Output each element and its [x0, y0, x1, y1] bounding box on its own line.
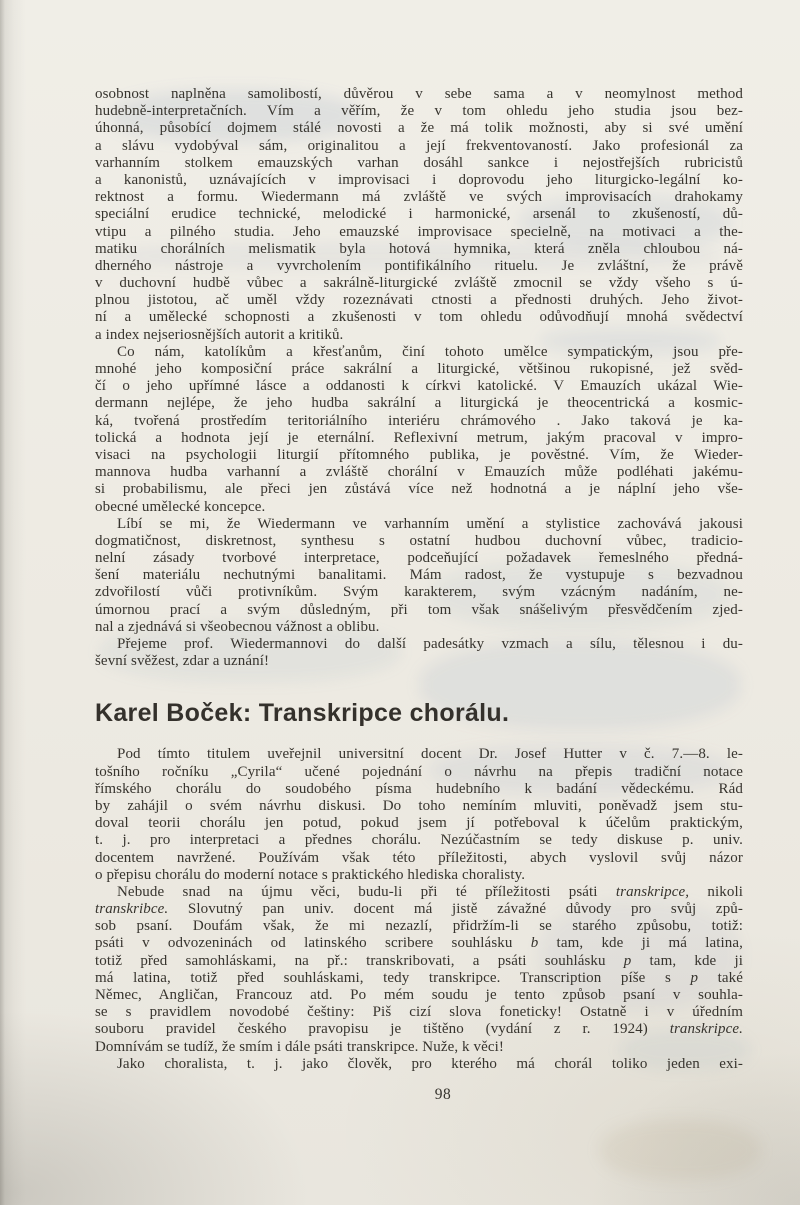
text-line: varhanním stolkem emauzských varhan dosáhl sankce i nejostřejších rubricistů — [95, 154, 743, 171]
page-number: 98 — [434, 1085, 452, 1103]
article-wiedermann-continuation — [95, 86, 743, 670]
text-line: si probabilismu, ale přeci jen zůstává více než hodnotná a je náplní jeho vše- — [95, 481, 743, 498]
text-column — [95, 86, 743, 1104]
text-line: docentem navržené. Používám však této příležitosti, abych vyslovil svůj názor — [95, 849, 743, 866]
text-line: o přepisu chorálu do moderní notace s praktického hlediska choralisty. — [95, 866, 526, 883]
text-line: nelní zásady tvorbové interpretace, podceňující požadavek řemeslného předná- — [95, 550, 743, 567]
text-line: dherného nástroje a vyvrcholením pontifikálního rituelu. Je zvláštní, že právě — [95, 257, 743, 274]
text-line: Pod tímto titulem uveřejnil universitní docent Dr. Josef Hutter v č. 7.—8. le- — [117, 746, 743, 763]
text-line: se s pravidlem novodobé češtiny: Piš cizí slova foneticky! Ostatně i v úředním — [95, 1004, 743, 1021]
text-line: dermann nejlépe, že jeho hudba sakrální a liturgická je theocentrická a kosmic- — [95, 395, 743, 412]
text-line: Líbí se mi, že Wiedermann ve varhanním umění a stylistice zachovává jakousi — [117, 515, 743, 532]
text-line: zdvořilostí vůči protivníkům. Svým karakterem, svým vzácným nadáním, ne- — [95, 584, 743, 601]
text-line: Přejeme prof. Wiedermannovi do další padesátky vzmach a sílu, tělesnou i du- — [117, 636, 743, 652]
article-heading: Karel Boček: Transkripce chorálu. — [95, 699, 510, 728]
text-line: ševní svěžest, zdar a uznání! — [95, 653, 270, 670]
text-line: tošního ročníku „Cyrila“ učené pojednání o návrhu na přepis tradiční notace — [95, 763, 743, 780]
text-line: Nebude snad na újmu věci, budu-li při té příležitosti psáti transkripce, nikoli — [117, 883, 744, 900]
text-line: by zahájil o svém návrhu diskusi. Do toho nemíním mluviti, poněvadž jsem stu- — [95, 797, 743, 814]
text-line: a slávu vydobýval sám, originalitou a její frekventovaností. Jako profesionál za — [95, 137, 743, 154]
paragraph — [95, 86, 743, 344]
text-line: matiku chorálních melismatik byla hotová hymnika, která zněla chloubou ná- — [95, 240, 743, 257]
text-line: plnou jistotou, ač uměl vždy rozeznávati ctnosti a přednosti druhých. Jeho život- — [95, 292, 743, 309]
paragraph — [95, 746, 743, 884]
text-line: šení materiálu nechutnými banalitami. Mám radost, že vystupuje s bezvadnou — [95, 567, 743, 584]
text-line: Jako choralista, t. j. jako člověk, pro kterého má chorál toliko jeden exi- — [117, 1055, 743, 1072]
text-line: totiž před samohláskami, na př.: transkribovati, a psáti souhlásku p tam, kde ji — [95, 952, 743, 969]
text-line: tolická a hodnota její je eternální. Reflexivní metrum, jakým pracoval v impro- — [95, 429, 743, 446]
text-line: Domnívám se tudíž, že smím i dále psáti transkripce. Nuže, k věci! — [95, 1038, 504, 1055]
text-line: vtipu a pilného studia. Jeho emauzské improvisace specielně, na motivaci a the- — [95, 223, 743, 240]
text-line: dogmatičnost, diskretnost, synthesu s ostatní hudbou duchovní vůbec, tradicio- — [95, 532, 743, 549]
paper-stain — [600, 1120, 760, 1180]
paragraph — [95, 516, 743, 636]
text-line: mannova hudba varhanní a zvláště chorální v Emauzích může podléhati jakému- — [95, 464, 743, 481]
text-line: doval teorii chorálu jen potud, pokud jsem jí potřeboval k účelům praktickým, — [95, 815, 743, 832]
text-line: Co nám, katolíkům a křesťanům, činí tohoto umělce sympatickým, jsou pře- — [117, 343, 743, 360]
text-line: obecné umělecké koncepce. — [95, 498, 266, 515]
text-line: t. j. pro interpretaci a přednes chorálu. Nezúčastním se tedy diskuse p. univ. — [95, 832, 743, 849]
text-line: úhonná, působící dojmem stálé novosti a že má tolik možnosti, aby si své umění — [95, 120, 743, 137]
text-line: a index nejseriosnějších autorit a kritiků. — [95, 326, 344, 343]
text-line: psáti v odvozeninách od latinského scribere souhlásku b tam, kde ji má latina, — [95, 935, 743, 952]
text-line: osobnost naplněna samolibostí, důvěrou v sebe sama a v neomylnost method — [95, 86, 743, 102]
text-line: sob psaní. Doufám však, že mi nezazlí, přidržím-li se starého způsobu, totiž: — [95, 918, 743, 935]
paragraph — [95, 884, 743, 1056]
text-line: nal a zjednává si všeobecnou vážnost a oblibu. — [95, 618, 380, 635]
text-line: úmornou prací a svým důsledným, při tom však snášelivým přesvědčením zjed- — [95, 601, 743, 618]
text-line: v duchovní hudbě vůbec a sakrálně-liturgické zvláště zmocnil se vždy všeho s ú- — [95, 275, 743, 292]
paragraph — [95, 636, 743, 670]
paragraph — [95, 1056, 743, 1073]
text-line: visaci na psychologii liturgií přítomného publika, je pověstné. Vím, že Wieder- — [95, 446, 743, 463]
text-line: a kanonistů, uznávajících v improvisaci i doprovodu jeho liturgicko-legální ko- — [95, 171, 743, 188]
text-line: mnohé jeho komposiční práce sakrální a liturgické, většinou rukopisné, jež svěd- — [95, 361, 743, 377]
article-transkripce-choralu — [95, 746, 743, 1073]
text-line: transkribce. Slovutný pan univ. docent má jistě závažné důvody pro svůj způ- — [95, 901, 743, 918]
text-line: ká, tvořená prostředím teritoriálního interiéru chrámového . Jako taková je ka- — [95, 412, 743, 429]
text-line: speciální erudice technické, melodické i harmonické, arsenál to zkušeností, dů- — [95, 206, 743, 223]
text-line: Němec, Angličan, Francouz atd. Po mém soudu je tento způsob psaní v souhla- — [95, 987, 743, 1003]
text-line: má latina, totiž před souhláskami, tedy transkripce. Transcription píše s p také — [95, 969, 743, 986]
text-line: čí o jeho upřímné lásce a oddanosti k církvi katolické. V Emauzích ukázal Wie- — [95, 378, 743, 395]
text-line: rektnost a formu. Wiedermann má zvláště ve svých improvisacích drahokamy — [95, 189, 743, 206]
text-line: římského chorálu do soudobého písma hudebního k badání vědeckému. Rád — [95, 780, 743, 797]
text-line: souboru pravidel českého pravopisu je tištěno (vydání z r. 1924) transkripce. — [95, 1021, 743, 1038]
text-line: ní a umělecké schopnosti a zkušenosti v tom ohledu odůvodňují mnohá svědectví — [95, 309, 743, 326]
paragraph — [95, 344, 743, 516]
text-line: hudebně-interpretačních. Vím a věřím, že v tom ohledu jeho studia jsou bez- — [95, 103, 743, 120]
